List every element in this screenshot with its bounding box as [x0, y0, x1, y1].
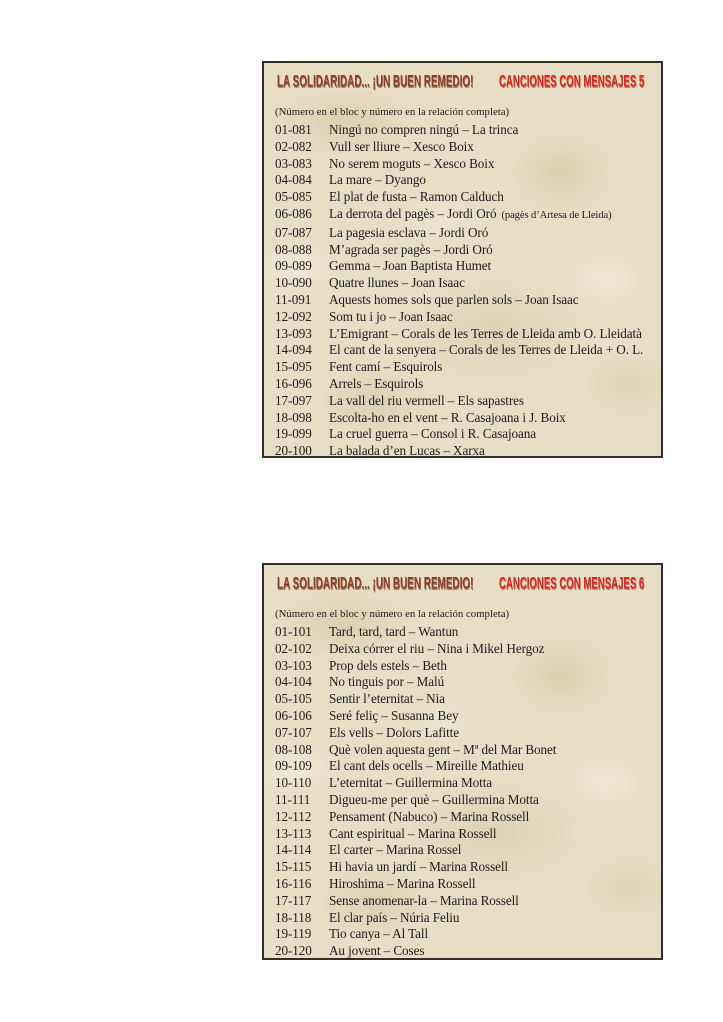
song-entry [275, 139, 655, 156]
song-entry [275, 189, 655, 206]
canciones-title: CANCIONES CON MENSAJES 5 [499, 73, 645, 91]
song-text: Gemma – Joan Baptista Humet [329, 258, 492, 274]
song-title-artist [329, 359, 442, 376]
song-code: 18-118 [275, 909, 312, 925]
song-entry [275, 225, 655, 242]
song-entry [275, 641, 655, 658]
song-title-artist [329, 876, 475, 893]
song-text: Sentir l’eternitat – Nia [329, 691, 445, 707]
song-code: 15-115 [275, 859, 312, 875]
song-title-artist [329, 758, 524, 775]
song-title-artist [329, 658, 447, 675]
song-code: 08-088 [275, 241, 312, 257]
song-entry [275, 156, 655, 173]
song-title-artist [329, 292, 578, 309]
song-title-artist [329, 674, 444, 691]
song-text: El clar país – Núria Feliu [329, 909, 460, 925]
song-title-artist [329, 122, 518, 139]
song-title-artist [329, 742, 556, 759]
song-code: 11-091 [275, 291, 312, 307]
song-text: La cruel guerra – Consol i R. Casajoana [329, 426, 537, 442]
song-text: Tio canya – Al Tall [329, 926, 429, 942]
song-entry [275, 691, 655, 708]
song-entry [275, 926, 655, 943]
song-code: 03-083 [275, 155, 312, 171]
song-code: 06-086 [275, 205, 312, 221]
song-entry [275, 376, 655, 393]
song-title-artist [329, 775, 492, 792]
song-text: Deixa córrer el riu – Nina i Mikel Hergoz [329, 640, 545, 656]
song-code: 09-109 [275, 758, 312, 774]
song-text: Pensament (Nabuco) – Marina Rossell [329, 808, 530, 824]
song-entry [275, 275, 655, 292]
song-code: 04-104 [275, 674, 312, 690]
song-code: 14-114 [275, 842, 312, 858]
song-text: Som tu i jo – Joan Isaac [329, 308, 453, 324]
song-entry [275, 342, 655, 359]
song-text: Els vells – Dolors Lafitte [329, 724, 459, 740]
song-code: 02-102 [275, 640, 312, 656]
song-code: 16-096 [275, 375, 312, 391]
song-entry [275, 410, 655, 427]
song-entry [275, 624, 655, 641]
song-text: Hi havia un jardí – Marina Rossell [329, 859, 508, 875]
song-code: 10-090 [275, 275, 312, 291]
song-text: Escolta-ho en el vent – R. Casajoana i J. Boix [329, 409, 566, 425]
song-code: 20-100 [275, 443, 312, 459]
song-entry [275, 122, 655, 139]
song-code: 17-097 [275, 392, 312, 408]
song-title-artist [329, 910, 459, 927]
song-entry [275, 758, 655, 775]
song-code: 01-081 [275, 122, 312, 137]
song-code: 17-117 [275, 892, 312, 908]
song-entry [275, 206, 655, 225]
song-code: 08-108 [275, 741, 312, 757]
song-title-artist [329, 225, 488, 242]
song-code: 12-112 [275, 808, 312, 824]
song-code: 04-084 [275, 172, 312, 188]
song-text: Prop dels estels – Beth [329, 657, 447, 673]
song-list [275, 122, 655, 460]
song-text: Què volen aquesta gent – Mª del Mar Bonet [329, 741, 557, 757]
block-header [275, 72, 655, 92]
song-title-artist [329, 809, 529, 826]
song-entry [275, 674, 655, 691]
song-title-artist [329, 792, 539, 809]
song-code: 15-095 [275, 359, 312, 375]
song-title-artist [329, 206, 612, 225]
song-text: L’Emigrant – Corals de les Terres de Lleida amb O. Lleidatà [329, 325, 642, 341]
song-entry [275, 292, 655, 309]
canciones-block-6 [262, 563, 663, 960]
numbering-note: (Número en el bloc y número en la relación completa) [275, 608, 510, 620]
song-title-artist [329, 691, 445, 708]
song-code: 10-110 [275, 775, 312, 791]
song-code: 19-119 [275, 926, 312, 942]
song-text: M’agrada ser pagès – Jordi Oró [329, 241, 493, 257]
song-text: Aquests homes sols que parlen sols – Joan Isaac [329, 291, 579, 307]
song-list [275, 624, 655, 960]
song-title-artist [329, 139, 474, 156]
song-entry [275, 359, 655, 376]
solidaridad-title: LA SOLIDARIDAD... ¡UN BUEN REMEDIO! [277, 73, 474, 91]
song-code: 12-092 [275, 308, 312, 324]
numbering-note: (Número en el bloc y número en la relación completa) [275, 106, 510, 118]
song-text: Fent camí – Esquirols [329, 359, 443, 375]
song-code: 07-107 [275, 724, 312, 740]
song-title-artist [329, 189, 504, 206]
song-text: Vull ser lliure – Xesco Boix [329, 138, 474, 154]
song-entry [275, 893, 655, 910]
song-entry [275, 326, 655, 343]
song-entry [275, 393, 655, 410]
song-code: 13-113 [275, 825, 312, 841]
song-entry [275, 258, 655, 275]
song-text: Seré feliç – Susanna Bey [329, 707, 459, 723]
song-title-artist [329, 893, 519, 910]
song-code: 14-094 [275, 342, 312, 358]
song-code: 03-103 [275, 657, 312, 673]
song-entry [275, 826, 655, 843]
song-entry [275, 309, 655, 326]
song-title-artist [329, 156, 494, 173]
song-entry [275, 426, 655, 443]
song-code: 01-101 [275, 624, 312, 639]
song-entry [275, 172, 655, 189]
song-text: Ningú no compren ningú – La trinca [329, 122, 519, 137]
song-text: El plat de fusta – Ramon Calduch [329, 189, 504, 205]
song-text: El cant dels ocells – Mireille Mathieu [329, 758, 524, 774]
song-text: La vall del riu vermell – Els sapastres [329, 392, 524, 408]
song-text: La pagesia esclava – Jordi Oró [329, 224, 489, 240]
canciones-block-5 [262, 61, 663, 458]
song-entry [275, 775, 655, 792]
song-code: 20-120 [275, 943, 312, 959]
song-entry [275, 910, 655, 927]
song-text: El carter – Marina Rossel [329, 842, 462, 858]
song-text: Quatre llunes – Joan Isaac [329, 275, 465, 291]
song-title-artist [329, 275, 465, 292]
song-title-artist [329, 443, 485, 460]
song-code: 02-082 [275, 138, 312, 154]
song-entry [275, 876, 655, 893]
song-entry [275, 708, 655, 725]
solidaridad-title: LA SOLIDARIDAD... ¡UN BUEN REMEDIO! [277, 575, 474, 593]
song-title-artist [329, 376, 423, 393]
song-title-artist [329, 342, 643, 359]
song-title-artist [329, 393, 524, 410]
song-title-artist [329, 859, 508, 876]
song-text: Sense anomenar-la – Marina Rossell [329, 892, 519, 908]
song-text: El cant de la senyera – Corals de les Terres de Lleida + O. L. [329, 342, 644, 358]
song-title-artist [329, 926, 428, 943]
song-code: 05-085 [275, 189, 312, 205]
song-title-artist [329, 641, 544, 658]
song-text: No serem moguts – Xesco Boix [329, 155, 495, 171]
song-code: 16-116 [275, 875, 312, 891]
song-code: 19-099 [275, 426, 312, 442]
song-entry [275, 859, 655, 876]
song-text: Digueu-me per què – Guillermina Motta [329, 791, 539, 807]
song-entry [275, 742, 655, 759]
song-entry [275, 725, 655, 742]
song-title-artist [329, 708, 458, 725]
song-entry [275, 809, 655, 826]
song-text: La derrota del pagès – Jordi Oró [329, 205, 497, 221]
song-text: No tinguis por – Malú [329, 674, 445, 690]
song-code: 09-089 [275, 258, 312, 274]
song-title-artist [329, 624, 458, 641]
song-note: (pagès d’Artesa de Lleida) [501, 209, 612, 221]
song-code: 07-087 [275, 224, 312, 240]
song-entry [275, 943, 655, 960]
song-entry [275, 443, 655, 460]
song-text: Tard, tard, tard – Wantun [329, 624, 459, 639]
song-code: 06-106 [275, 707, 312, 723]
song-text: La balada d’en Lucas – Xarxa [329, 443, 485, 459]
song-entry [275, 842, 655, 859]
canciones-title: CANCIONES CON MENSAJES 6 [499, 575, 645, 593]
song-code: 05-105 [275, 691, 312, 707]
block-header [275, 574, 655, 594]
song-title-artist [329, 410, 566, 427]
song-text: Arrels – Esquirols [329, 375, 424, 391]
song-title-artist [329, 258, 491, 275]
song-title-artist [329, 826, 496, 843]
song-text: Cant espiritual – Marina Rossell [329, 825, 497, 841]
song-text: La mare – Dyango [329, 172, 426, 188]
song-title-artist [329, 326, 642, 343]
song-text: Hiroshima – Marina Rossell [329, 875, 476, 891]
song-code: 18-098 [275, 409, 312, 425]
song-code: 11-111 [275, 791, 311, 807]
song-text: L’eternitat – Guillermina Motta [329, 775, 493, 791]
song-entry [275, 792, 655, 809]
song-entry [275, 658, 655, 675]
song-code: 13-093 [275, 325, 312, 341]
song-title-artist [329, 426, 536, 443]
song-title-artist [329, 725, 459, 742]
song-title-artist [329, 309, 453, 326]
song-text: Au jovent – Coses [329, 943, 425, 959]
song-entry [275, 242, 655, 259]
song-title-artist [329, 242, 493, 259]
song-title-artist [329, 943, 424, 960]
song-title-artist [329, 842, 461, 859]
song-title-artist [329, 172, 426, 189]
